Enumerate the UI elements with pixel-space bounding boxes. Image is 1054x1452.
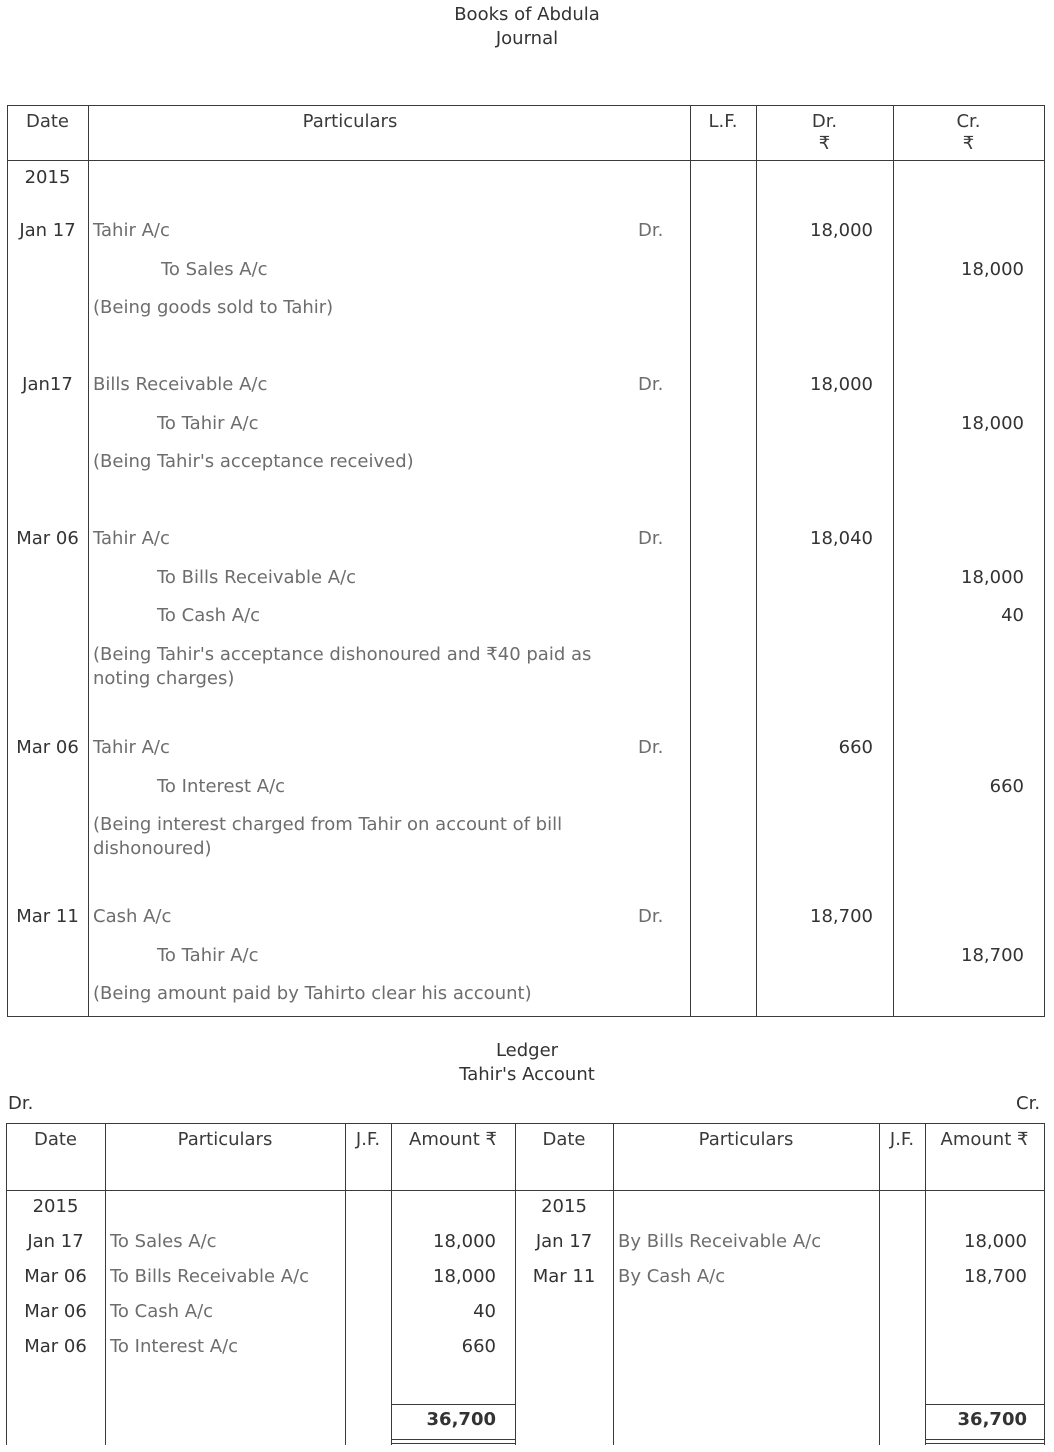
ledger-header-amount-right: Amount ₹ bbox=[940, 1129, 1029, 1150]
journal-header-particulars: Particulars bbox=[302, 111, 398, 132]
entry-cr-amount: 18,000 bbox=[961, 567, 1024, 588]
ledger-cr-side: Cr. bbox=[1016, 1093, 1041, 1114]
ledger-title: Ledger bbox=[495, 1040, 559, 1061]
entry-dr-amount: 660 bbox=[838, 737, 873, 758]
entry-cr-amount: 18,000 bbox=[961, 259, 1024, 280]
ledger-row-particulars: To Bills Receivable A/c bbox=[110, 1266, 310, 1287]
entry-cr-amount: 660 bbox=[989, 776, 1024, 797]
ledger-header-date-left: Date bbox=[33, 1129, 78, 1150]
ledger-header-particulars-left: Particulars bbox=[177, 1129, 273, 1150]
ledger-row-particulars: To Interest A/c bbox=[110, 1336, 239, 1357]
ledger-row-amount: 40 bbox=[473, 1301, 496, 1322]
ledger-header-jf-right: J.F. bbox=[889, 1129, 915, 1150]
entry-debit-account: Bills Receivable A/c bbox=[93, 374, 268, 395]
ledger-dr-side: Dr. bbox=[8, 1093, 34, 1114]
entry-debit-account: Cash A/c bbox=[93, 906, 172, 927]
entry-dr-amount: 18,000 bbox=[810, 374, 873, 395]
entry-dr-marker: Dr. bbox=[638, 528, 664, 549]
ledger-header-jf-left: J.F. bbox=[355, 1129, 381, 1150]
ledger-row-particulars: By Cash A/c bbox=[618, 1266, 726, 1287]
entry-dr-marker: Dr. bbox=[638, 220, 664, 241]
journal-book-title: Books of Abdula bbox=[454, 4, 600, 25]
ledger-header-particulars-right: Particulars bbox=[698, 1129, 794, 1150]
journal-header-date: Date bbox=[25, 111, 70, 132]
ledger-row-particulars: To Cash A/c bbox=[110, 1301, 214, 1322]
journal-year: 2015 bbox=[24, 167, 71, 188]
entry-narration: (Being Tahir's acceptance dishonoured and ₹40 paid as noting charges) bbox=[93, 644, 592, 689]
ledger-row-particulars: By Bills Receivable A/c bbox=[618, 1231, 822, 1252]
ledger-year-right: 2015 bbox=[541, 1196, 587, 1217]
entry-cr-amount: 18,000 bbox=[961, 413, 1024, 434]
ledger-row-amount: 660 bbox=[461, 1336, 496, 1357]
entry-credit-account: To Tahir A/c bbox=[157, 945, 259, 966]
ledger-year-left: 2015 bbox=[32, 1196, 79, 1217]
ledger-row-date: Jan 17 bbox=[535, 1231, 593, 1252]
journal-header-dr: Dr. bbox=[811, 111, 838, 132]
ledger-row-date: Mar 06 bbox=[24, 1301, 87, 1322]
entry-narration: (Being interest charged from Tahir on account of bill dishonoured) bbox=[93, 814, 563, 859]
entry-date: Mar 06 bbox=[16, 528, 79, 549]
ledger-credit-total: 36,700 bbox=[957, 1409, 1027, 1430]
entry-dr-amount: 18,000 bbox=[810, 220, 873, 241]
ledger-row-particulars: To Sales A/c bbox=[110, 1231, 217, 1252]
entry-cr-amount: 40 bbox=[1001, 605, 1024, 626]
ledger-header-date-right: Date bbox=[542, 1129, 586, 1150]
entry-credit-account: To Tahir A/c bbox=[157, 413, 259, 434]
ledger-row-amount: 18,000 bbox=[964, 1231, 1027, 1252]
ledger-row-date: Mar 11 bbox=[532, 1266, 596, 1287]
ledger-row-amount: 18,000 bbox=[433, 1266, 496, 1287]
entry-dr-marker: Dr. bbox=[638, 737, 664, 758]
ledger-row-date: Mar 06 bbox=[24, 1266, 87, 1287]
entry-credit-account: To Cash A/c bbox=[157, 605, 261, 626]
ledger-row-amount: 18,000 bbox=[433, 1231, 496, 1252]
journal-header-cr-rupee: ₹ bbox=[962, 133, 975, 154]
ledger-row-date: Mar 06 bbox=[24, 1336, 87, 1357]
entry-dr-marker: Dr. bbox=[638, 374, 664, 395]
ledger-header-amount-left: Amount ₹ bbox=[409, 1129, 497, 1150]
ledger-row-date: Jan 17 bbox=[27, 1231, 84, 1252]
entry-date: Mar 06 bbox=[16, 737, 79, 758]
journal-title: Journal bbox=[495, 28, 559, 49]
journal-header-dr-rupee: ₹ bbox=[818, 133, 831, 154]
entry-credit-account: To Bills Receivable A/c bbox=[157, 567, 357, 588]
entry-credit-account: To Interest A/c bbox=[157, 776, 286, 797]
entry-narration: (Being amount paid by Tahirto clear his account) bbox=[93, 983, 532, 1004]
entry-cr-amount: 18,700 bbox=[961, 945, 1024, 966]
entry-date: Mar 11 bbox=[16, 906, 79, 927]
ledger-row-amount: 18,700 bbox=[964, 1266, 1027, 1287]
entry-dr-amount: 18,700 bbox=[810, 906, 873, 927]
entry-narration: (Being Tahir's acceptance received) bbox=[93, 451, 414, 472]
entry-debit-account: Tahir A/c bbox=[93, 528, 170, 549]
journal-header-cr: Cr. bbox=[956, 111, 981, 132]
entry-dr-amount: 18,040 bbox=[810, 528, 873, 549]
entry-narration: (Being goods sold to Tahir) bbox=[93, 297, 334, 318]
entry-debit-account: Tahir A/c bbox=[93, 737, 170, 758]
entry-credit-account: To Sales A/c bbox=[161, 259, 268, 280]
ledger-debit-total: 36,700 bbox=[426, 1409, 496, 1430]
entry-date: Jan 17 bbox=[19, 220, 76, 241]
entry-date: Jan17 bbox=[22, 374, 73, 395]
journal-header-lf: L.F. bbox=[708, 111, 738, 132]
entry-dr-marker: Dr. bbox=[638, 906, 664, 927]
ledger-account-title: Tahir's Account bbox=[459, 1064, 595, 1085]
entry-debit-account: Tahir A/c bbox=[93, 220, 170, 241]
